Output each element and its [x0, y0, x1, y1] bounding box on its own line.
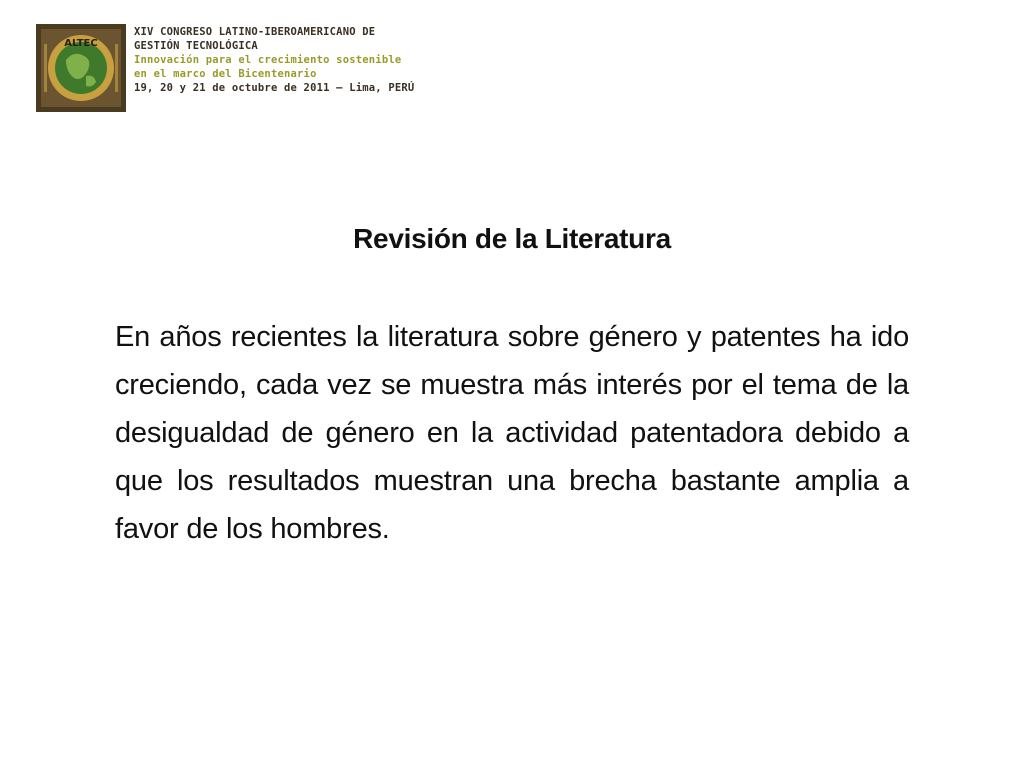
- banner-text: [134, 25, 434, 95]
- conference-banner: [36, 24, 436, 112]
- congress-theme: Innovación para el crecimiento sostenible: [134, 54, 402, 66]
- congress-name: XIV CONGRESO LATINO-IBEROAMERICANO DE: [134, 26, 376, 38]
- congress-theme-cont: en el marco del Bicentenario: [134, 68, 317, 80]
- congress-date-place: 19, 20 y 21 de octubre de 2011 – Lima, PERÚ: [134, 82, 415, 94]
- congress-subject: GESTIÓN TECNOLÓGICA: [134, 40, 258, 52]
- slide-body: En años recientes la literatura sobre género y patentes ha ido creciendo, cada vez se muestra más interés por el tema de la desigualdad de género en la actividad patentadora debido a que los resultados muestran una brecha bastante amplia a favor de los hombres.: [115, 321, 909, 545]
- logo-text: ALTEC: [64, 38, 98, 49]
- slide-title: Revisión de la Literatura: [353, 223, 671, 254]
- altec-logo: [36, 24, 126, 112]
